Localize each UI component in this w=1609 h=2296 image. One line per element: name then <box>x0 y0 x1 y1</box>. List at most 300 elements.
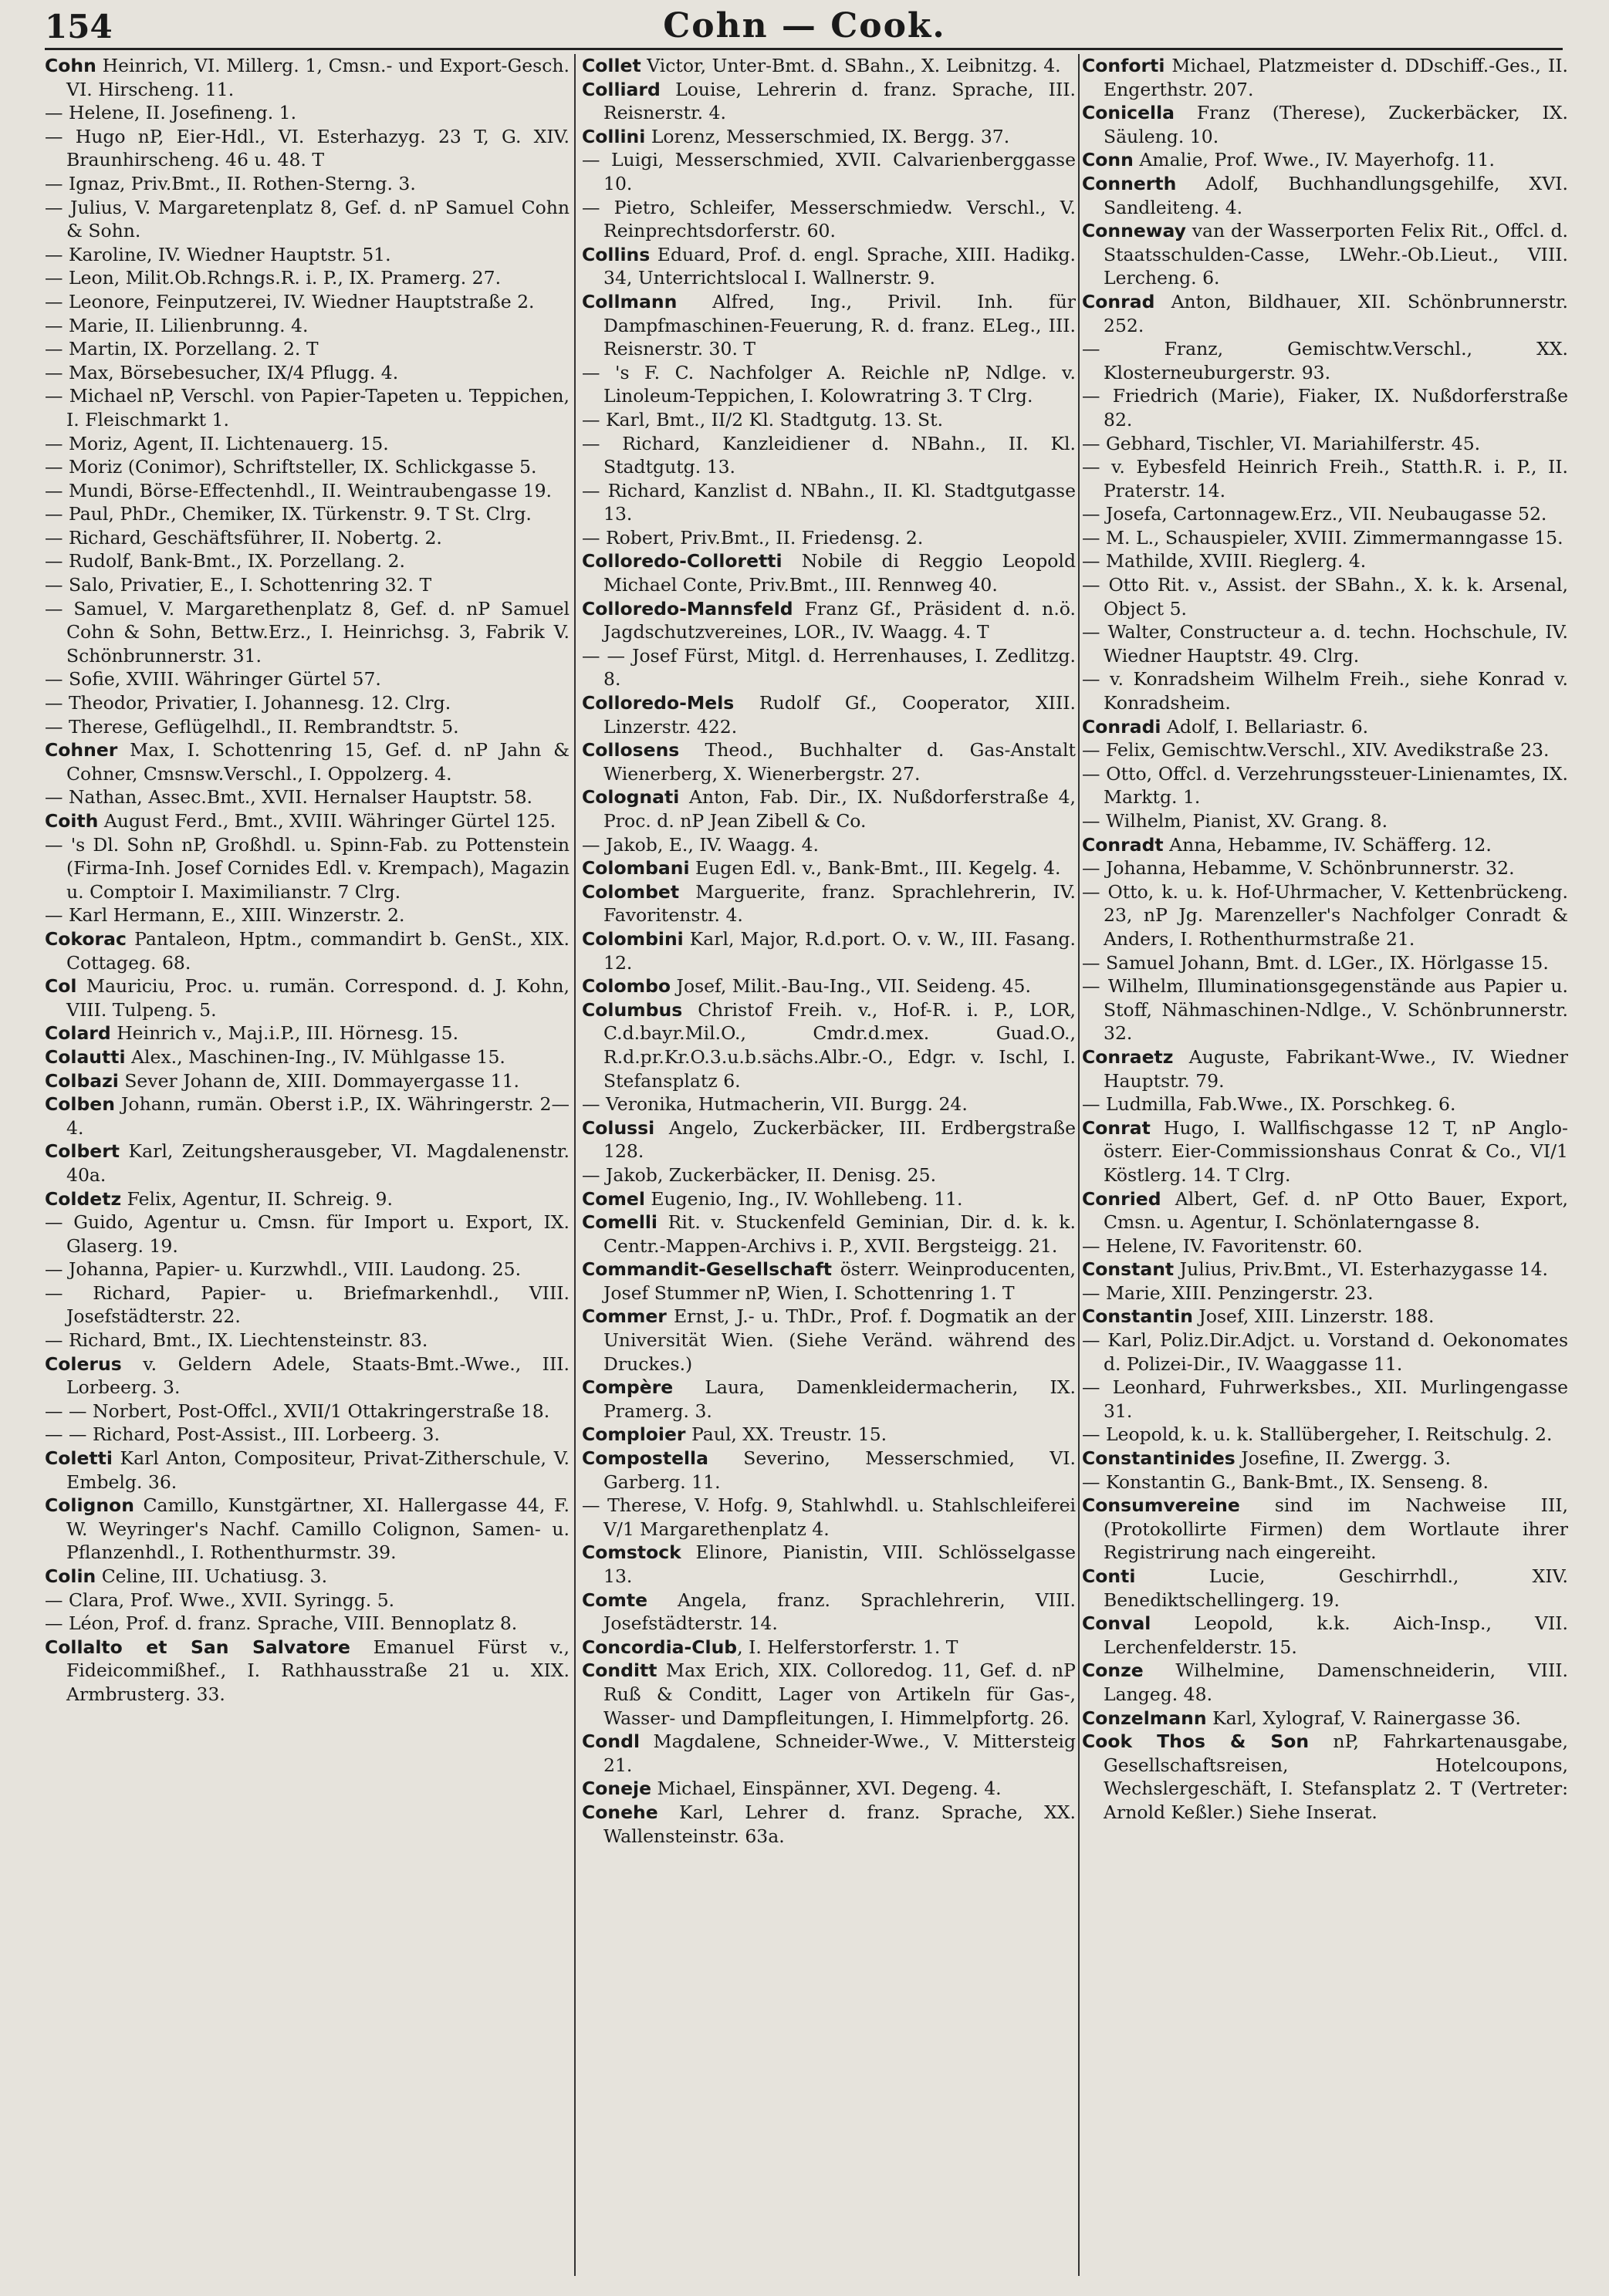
entry-details: Julius, Priv.Bmt., VI. Esterhazygasse 14. <box>1174 1258 1549 1281</box>
entry-surname: Colloredo-Mannsfeld <box>582 597 793 620</box>
directory-entry <box>45 1352 570 1400</box>
entry-surname: Colignon <box>45 1494 134 1517</box>
directory-entry <box>45 597 570 668</box>
directory-entry <box>582 1423 1076 1447</box>
directory-entry <box>1082 172 1568 219</box>
entry-details: — Therese, V. Hofg. 9, Stahlwhdl. u. Stahlschleiferei V/1 Margarethenplatz 4. <box>582 1494 1076 1540</box>
directory-entry <box>582 1494 1076 1541</box>
entry-details: Louise, Lehrerin d. franz. Sprache, III. Reisnerstr. 4. <box>603 78 1076 124</box>
entry-details: — Rudolf, Bank-Bmt., IX. Porzellang. 2. <box>45 550 405 572</box>
directory-entry <box>1082 573 1568 620</box>
entry-surname: Colloredo-Colloretti <box>582 550 783 572</box>
entry-surname: Colin <box>45 1565 96 1587</box>
entry-surname: Comel <box>582 1187 645 1210</box>
entry-details: nP, Fahrkartenausgabe, Gesellschaftsreisen, Hotelcoupons, Wechslergeschäft, I. Stefansplatz 2. T (Vertreter: Arnold Keßler.) Siehe Inserat. <box>1104 1730 1568 1823</box>
entry-details: — Konstantin G., Bank-Bmt., IX. Senseng. 8. <box>1082 1470 1489 1493</box>
entry-details: Lucie, Geschirrhdl., XIV. Benediktschellingerg. 19. <box>1104 1565 1568 1611</box>
entry-details: — Johanna, Papier- u. Kurzwhdl., VIII. Laudong. 25. <box>45 1258 522 1281</box>
directory-entry <box>1082 1494 1568 1565</box>
entry-details: Franz Gf., Präsident d. n.ö. Jagdschutzvereines, LOR., IV. Waagg. 4. T <box>603 597 1076 643</box>
entry-details: — Samuel, V. Margarethenplatz 8, Gef. d. nP Samuel Cohn & Sohn, Bettw.Erz., I. Heinrichsg. 3, Fabrik V. Schönbrunnerstr. 31. <box>45 597 570 667</box>
entry-details: — Leopold, k. u. k. Stallübergeher, I. Reitschulg. 2. <box>1082 1423 1553 1446</box>
directory-entry <box>582 408 1076 432</box>
entry-details: — Robert, Priv.Bmt., II. Friedensg. 2. <box>582 526 924 549</box>
directory-entry <box>1082 1730 1568 1824</box>
directory-entry <box>582 1541 1076 1588</box>
directory-entry <box>582 644 1076 691</box>
entry-surname: Col <box>45 975 77 998</box>
entry-surname: Colombo <box>582 975 671 998</box>
entry-details: Karl, Xylograf, V. Rainergasse 36. <box>1206 1707 1521 1729</box>
directory-entry <box>582 148 1076 195</box>
entry-details: Eduard, Prof. d. engl. Sprache, XIII. Hadikg. 34, Unterrichtslocal I. Wallnerstr. 9. <box>603 243 1076 289</box>
entry-details: — Michael nP, Verschl. von Papier-Tapeten u. Teppichen, I. Fleischmarkt 1. <box>45 385 570 430</box>
entry-surname: Colloredo-Mels <box>582 692 735 714</box>
directory-entry <box>1082 1045 1568 1092</box>
directory-entry <box>45 738 570 785</box>
entry-details: — Hugo nP, Eier-Hdl., VI. Esterhazyg. 23 T, G. XIV. Braunhirscheng. 46 u. 48. T <box>45 125 570 171</box>
directory-entry <box>1082 148 1568 172</box>
entry-surname: Coith <box>45 810 99 832</box>
entry-details: — Richard, Papier- u. Briefmarkenhdl., VIII. Josefstädterstr. 22. <box>45 1281 570 1328</box>
directory-entry <box>45 1069 570 1093</box>
entry-details: Lorenz, Messerschmied, IX. Bergg. 37. <box>645 125 1010 147</box>
entry-details: — Walter, Constructeur a. d. techn. Hochschule, IV. Wiedner Hauptstr. 49. Clrg. <box>1082 621 1568 667</box>
directory-entry <box>582 597 1076 644</box>
entry-details: — Karl, Poliz.Dir.Adjct. u. Vorstand d. Oekonomates d. Polizei-Dir., IV. Waaggasse 11. <box>1082 1329 1568 1375</box>
entry-details: — Therese, Geflügelhdl., II. Rembrandtstr. 5. <box>45 715 459 738</box>
directory-entry <box>45 1612 570 1636</box>
directory-entry <box>1082 432 1568 456</box>
entry-surname: Cohn <box>45 55 96 76</box>
directory-entry <box>582 549 1076 596</box>
directory-entry <box>1082 1187 1568 1234</box>
directory-entry <box>45 502 570 526</box>
directory-entry <box>1082 620 1568 667</box>
entry-details: — Ignaz, Priv.Bmt., II. Rothen-Sterng. 3. <box>45 172 416 194</box>
entry-details: Paul, XX. Treustr. 15. <box>685 1423 887 1446</box>
entry-surname: Conforti <box>1082 55 1165 76</box>
entry-details: — Richard, Kanzlist d. NBahn., II. Kl. Stadtgutgasse 13. <box>582 479 1076 525</box>
entry-surname: Comelli <box>582 1211 657 1234</box>
directory-entry <box>45 1636 570 1707</box>
entry-surname: Coletti <box>45 1447 113 1470</box>
directory-entry <box>45 1092 570 1140</box>
directory-entry <box>1082 502 1568 526</box>
directory-entry <box>1082 1447 1568 1470</box>
column-left <box>45 54 570 2284</box>
directory-entry <box>45 1281 570 1329</box>
entry-surname: Constantin <box>1082 1305 1193 1328</box>
entry-details: Josef, XIII. Linzerstr. 188. <box>1192 1305 1435 1328</box>
directory-entry <box>45 455 570 479</box>
entry-details: — Marie, XIII. Penzingerstr. 23. <box>1082 1281 1374 1304</box>
directory-entry <box>45 1589 570 1612</box>
entry-details: Anton, Fab. Dir., IX. Nußdorferstraße 4, Proc. d. nP Jean Zibell & Co. <box>603 786 1076 832</box>
directory-entry <box>582 856 1076 880</box>
directory-entry <box>582 1092 1076 1116</box>
directory-entry <box>45 526 570 550</box>
entry-details: — Wilhelm, Pianist, XV. Grang. 8. <box>1082 810 1388 832</box>
entry-details: Sever Johann de, XIII. Dommayergasse 11. <box>118 1069 519 1092</box>
entry-details: Adolf, I. Bellariastr. 6. <box>1161 715 1369 738</box>
entry-surname: Conicella <box>1082 102 1175 124</box>
entry-details: Karl Anton, Compositeur, Privat-Zitherschule, V. Embelg. 36. <box>66 1447 570 1493</box>
entry-details: — Mundi, Börse-Effectenhdl., II. Weintraubengasse 19. <box>45 479 553 501</box>
directory-entry <box>582 479 1076 526</box>
directory-entry <box>1082 1281 1568 1305</box>
entry-details: — Helene, II. Josefineng. 1. <box>45 102 297 124</box>
entry-details: Karl, Major, R.d.port. O. v. W., III. Fasang. 12. <box>603 927 1076 974</box>
directory-entry <box>1082 101 1568 148</box>
directory-entry <box>1082 290 1568 337</box>
entry-details: Michael, Platzmeister d. DDschiff.-Ges., II. Engerthstr. 207. <box>1104 55 1568 100</box>
directory-entry <box>45 1565 570 1589</box>
entry-details: Anton, Bildhauer, XII. Schönbrunnerstr. 252. <box>1104 290 1568 336</box>
entry-surname: Compère <box>582 1376 674 1399</box>
directory-entry <box>582 196 1076 243</box>
entry-details: Felix, Agentur, II. Schreig. 9. <box>121 1187 393 1210</box>
entry-surname: Conradt <box>1082 833 1164 856</box>
header-rule <box>45 48 1563 50</box>
entry-surname: Collins <box>582 243 651 265</box>
entry-details: August Ferd., Bmt., XVIII. Währinger Gürtel 125. <box>98 810 556 832</box>
entry-surname: Conraetz <box>1082 1045 1174 1068</box>
directory-entry <box>582 54 1076 78</box>
entry-details: Christof Freih. v., Hof-R. i. P., LOR, C.d.bayr.Mil.O., Cmdr.d.mex. Guad.O., R.d.pr.Kr.O.3.u.b.sächs.Albr.-O., Edgr. v. Ischl, I. Stefansplatz 6. <box>603 998 1076 1092</box>
entry-details: — Veronika, Hutmacherin, VII. Burgg. 24. <box>582 1093 968 1116</box>
directory-entry <box>582 1258 1076 1305</box>
directory-entry <box>582 243 1076 290</box>
directory-entry <box>45 1187 570 1211</box>
entry-details: Severino, Messerschmied, VI. Garberg. 11. <box>603 1447 1076 1493</box>
directory-entry <box>45 1045 570 1069</box>
entry-details: Adolf, Buchhandlungsgehilfe, XVI. Sandleiteng. 4. <box>1104 172 1568 218</box>
directory-entry <box>582 1116 1076 1163</box>
entry-surname: Cohner <box>45 739 118 761</box>
entry-surname: Conrat <box>1082 1116 1151 1139</box>
entry-details: — Léon, Prof. d. franz. Sprache, VIII. Bennoplatz 8. <box>45 1612 518 1635</box>
entry-details: — Franz, Gemischtw.Verschl., XX. Klosterneuburgerstr. 93. <box>1082 338 1568 383</box>
entry-surname: Comploier <box>582 1423 686 1446</box>
directory-entry <box>45 667 570 691</box>
entry-details: — Leonore, Feinputzerei, IV. Wiedner Hauptstraße 2. <box>45 290 535 312</box>
directory-entry <box>582 974 1076 998</box>
entry-details: Celine, III. Uchatiusg. 3. <box>96 1565 328 1587</box>
entry-surname: Conn <box>1082 149 1134 171</box>
entry-details: Karl, Lehrer d. franz. Sprache, XX. Wallensteinstr. 63a. <box>603 1801 1076 1847</box>
entry-details: — Mathilde, XVIII. Rieglerg. 4. <box>1082 550 1367 572</box>
entry-surname: Conehe <box>582 1801 658 1823</box>
directory-entry <box>1082 526 1568 550</box>
entry-details: — Jakob, Zuckerbäcker, II. Denisg. 25. <box>582 1163 937 1186</box>
entry-details: — 's F. C. Nachfolger A. Reichle nP, Ndlge. v. Linoleum-Teppichen, I. Kolowratring 3. T Clrg. <box>582 361 1076 407</box>
directory-entry <box>582 1636 1076 1660</box>
entry-surname: Colliard <box>582 78 661 100</box>
directory-entry <box>1082 455 1568 502</box>
entry-details: — 's Dl. Sohn nP, Großhdl. u. Spinn-Fab. zu Pottenstein (Firma-Inh. Josef Cornides Edl. v. Krempach), Magazin u. Comptoir I. Maximilianstr. 7 Clrg. <box>45 833 570 903</box>
entry-details: Rit. v. Stuckenfeld Geminian, Dir. d. k. k. Centr.-Mappen-Archivs i. P., XVII. Bergsteigg. 21. <box>603 1211 1076 1257</box>
entry-details: Nobile di Reggio Leopold Michael Conte, Priv.Bmt., III. Rennweg 40. <box>603 550 1076 596</box>
directory-entry <box>1082 1116 1568 1187</box>
column-right <box>1082 54 1568 2284</box>
entry-details: Max Erich, XIX. Colloredog. 11, Gef. d. nP Ruß & Conditt, Lager von Artikeln für Gas-, Wasser- und Dampfleitungen, I. Himmelpfortg. 26. <box>603 1660 1076 1729</box>
entry-surname: Collet <box>582 55 641 76</box>
entry-surname: Colombet <box>582 880 680 903</box>
directory-entry <box>582 432 1076 479</box>
entry-details: — Karoline, IV. Wiedner Hauptstr. 51. <box>45 243 391 265</box>
directory-entry <box>45 361 570 385</box>
entry-surname: Cokorac <box>45 927 127 950</box>
directory-entry <box>582 1589 1076 1636</box>
entry-details: — Felix, Gemischtw.Verschl., XIV. Avedikstraße 23. <box>1082 739 1550 761</box>
directory-entry <box>45 432 570 456</box>
entry-details: — Theodor, Privatier, I. Johannesg. 12. Clrg. <box>45 692 451 714</box>
directory-entry <box>45 809 570 833</box>
directory-entry <box>45 243 570 267</box>
directory-entry <box>582 785 1076 832</box>
entry-surname: Colard <box>45 1022 111 1045</box>
entry-details: Alfred, Ing., Privil. Inh. für Dampfmaschinen-Feuerung, R. d. franz. ELeg., III. Reisnerstr. 30. T <box>603 290 1076 360</box>
entry-details: Wilhelmine, Damenschneiderin, VIII. Langeg. 48. <box>1104 1660 1568 1705</box>
directory-entry <box>45 196 570 243</box>
entry-surname: Colussi <box>582 1116 655 1139</box>
entry-surname: Collalto et San Salvatore <box>45 1636 350 1658</box>
entry-details: — Gebhard, Tischler, VI. Mariahilferstr. 45. <box>1082 432 1481 454</box>
entry-surname: Colbert <box>45 1140 120 1163</box>
entry-details: sind im Nachweise III, (Protokollirte Firmen) dem Wortlaute ihrer Registrirung nach eingereiht. <box>1104 1494 1568 1564</box>
entry-surname: Collosens <box>582 739 680 761</box>
directory-entry <box>1082 1329 1568 1376</box>
directory-entry <box>45 903 570 927</box>
directory-entry <box>45 1258 570 1281</box>
entry-details: — Samuel Johann, Bmt. d. LGer., IX. Hörlgasse 15. <box>1082 951 1549 974</box>
entry-details: — Leonhard, Fuhrwerksbes., XII. Murlingengasse 31. <box>1082 1376 1568 1422</box>
entry-details: — — Josef Fürst, Mitgl. d. Herrenhauses, I. Zedlitzg. 8. <box>582 644 1076 690</box>
directory-entry <box>45 1140 570 1187</box>
entry-details: — v. Eybesfeld Heinrich Freih., Statth.R. i. P., II. Praterstr. 14. <box>1082 456 1568 501</box>
entry-details: Camillo, Kunstgärtner, XI. Hallergasse 44, F. W. Weyringer's Nachf. Camillo Colignon, Samen- u. Pflanzenhdl., I. Rothenthurmstr. 39. <box>66 1494 570 1564</box>
entry-surname: Conditt <box>582 1660 657 1682</box>
directory-entry <box>45 1494 570 1565</box>
entry-surname: Commer <box>582 1305 667 1328</box>
entry-surname: Comstock <box>582 1541 681 1564</box>
directory-entry <box>1082 1470 1568 1494</box>
directory-entry <box>45 715 570 739</box>
entry-details: — Nathan, Assec.Bmt., XVII. Hernalser Hauptstr. 58. <box>45 786 533 809</box>
entry-surname: Consumvereine <box>1082 1494 1240 1517</box>
directory-entry <box>582 1187 1076 1211</box>
entry-surname: Condl <box>582 1730 640 1753</box>
directory-entry <box>582 1801 1076 1848</box>
entry-details: Laura, Damenkleidermacherin, IX. Pramerg. 3. <box>603 1376 1076 1422</box>
directory-entry <box>582 738 1076 785</box>
entry-surname: Concordia-Club <box>582 1636 738 1658</box>
directory-entry <box>582 361 1076 408</box>
entry-details: Ernst, J.- u. ThDr., Prof. f. Dogmatik an der Universität Wien. (Siehe Veränd. während des Druckes.) <box>603 1305 1076 1375</box>
entry-details: Karl, Zeitungsherausgeber, VI. Magdalenenstr. 40a. <box>66 1140 570 1186</box>
directory-entry <box>1082 1234 1568 1258</box>
directory-entry <box>1082 337 1568 384</box>
entry-surname: Coldetz <box>45 1187 122 1210</box>
directory-entry <box>1082 667 1568 714</box>
entry-surname: Conried <box>1082 1187 1161 1210</box>
directory-entry <box>45 54 570 101</box>
entry-details: — Moriz, Agent, II. Lichtenauerg. 15. <box>45 432 389 454</box>
entry-surname: Comte <box>582 1589 648 1611</box>
entry-surname: Cook Thos & Son <box>1082 1730 1310 1753</box>
entry-details: — — Norbert, Post-Offcl., XVII/1 Ottakringerstraße 18. <box>45 1400 550 1422</box>
directory-entry <box>1082 738 1568 762</box>
directory-entry <box>582 880 1076 927</box>
directory-entry <box>582 833 1076 857</box>
entry-details: Heinrich, VI. Millerg. 1, Cmsn.- und Export-Gesch. VI. Hirscheng. 11. <box>66 55 570 100</box>
entry-details: — v. Konradsheim Wilhelm Freih., siehe Konrad v. Konradsheim. <box>1082 668 1568 714</box>
entry-details: — Salo, Privatier, E., I. Schottenring 32. T <box>45 574 432 596</box>
directory-entry <box>582 1305 1076 1376</box>
directory-entry <box>582 691 1076 738</box>
entry-surname: Coneje <box>582 1778 652 1800</box>
entry-details: — Moriz (Conimor), Schriftsteller, IX. Schlickgasse 5. <box>45 456 537 478</box>
directory-entry <box>1082 1258 1568 1281</box>
directory-entry <box>45 573 570 597</box>
directory-entry <box>1082 384 1568 431</box>
entry-details: — Clara, Prof. Wwe., XVII. Syringg. 5. <box>45 1589 395 1611</box>
entry-surname: Colombini <box>582 927 684 950</box>
entry-details: — Karl, Bmt., II/2 Kl. Stadtgutg. 13. St. <box>582 408 944 430</box>
entry-surname: Connerth <box>1082 172 1177 194</box>
directory-entry <box>1082 1565 1568 1612</box>
directory-entry <box>582 1210 1076 1258</box>
directory-entry <box>1082 1092 1568 1116</box>
directory-entry <box>1082 1707 1568 1730</box>
entry-details: Heinrich v., Maj.i.P., III. Hörnesg. 15. <box>110 1022 459 1045</box>
column-middle <box>582 54 1076 2284</box>
directory-entry <box>582 1447 1076 1494</box>
entry-details: Anna, Hebamme, IV. Schäfferg. 12. <box>1163 833 1492 856</box>
entry-surname: Colbazi <box>45 1069 119 1092</box>
entry-details: — Helene, IV. Favoritenstr. 60. <box>1082 1234 1363 1257</box>
entry-surname: Conze <box>1082 1660 1144 1682</box>
entry-details: — Luigi, Messerschmied, XVII. Calvarienberggasse 10. <box>582 149 1076 194</box>
entry-details: Marguerite, franz. Sprachlehrerin, IV. Favoritenstr. 4. <box>603 880 1076 927</box>
entry-details: — — Richard, Post-Assist., III. Lorbeerg. 3. <box>45 1423 440 1446</box>
entry-surname: Collmann <box>582 290 678 312</box>
running-title: Cohn — Cook. <box>663 6 946 46</box>
entry-details: van der Wasserporten Felix Rit., Offcl. d. Staatsschulden-Casse, LWehr.-Ob.Lieut., VIII. Lercheng. 6. <box>1104 220 1568 289</box>
entry-details: Rudolf Gf., Cooperator, XIII. Linzerstr. 422. <box>603 692 1076 738</box>
entry-details: Josefine, II. Zwergg. 3. <box>1235 1447 1451 1470</box>
directory-entry <box>1082 715 1568 739</box>
directory-entry <box>582 290 1076 361</box>
directory-entry <box>1082 762 1568 809</box>
directory-entry <box>1082 809 1568 833</box>
entry-surname: Conrad <box>1082 290 1155 312</box>
directory-entry <box>45 101 570 125</box>
entry-details: — Richard, Geschäftsführer, II. Nobertg. 2. <box>45 526 442 549</box>
directory-entry <box>1082 974 1568 1045</box>
directory-entry <box>45 337 570 361</box>
entry-details: — Richard, Kanzleidiener d. NBahn., II. Kl. Stadtgutg. 13. <box>582 432 1076 478</box>
entry-details: — Otto, k. u. k. Hof-Uhrmacher, V. Kettenbrückeng. 23, nP Jg. Marenzeller's Nachfolger Conradt & Anders, I. Rothenthurmstraße 21. <box>1082 880 1568 950</box>
entry-details: — Max, Börsebesucher, IX/4 Pflugg. 4. <box>45 361 399 383</box>
directory-entry <box>582 998 1076 1092</box>
entry-surname: Colombani <box>582 857 690 880</box>
directory-entry <box>582 526 1076 550</box>
directory-entry <box>45 1447 570 1494</box>
directory-entry <box>1082 880 1568 951</box>
directory-entry <box>45 691 570 715</box>
directory-entry <box>582 1376 1076 1423</box>
entry-details: , I. Helferstorferstr. 1. T <box>737 1636 958 1658</box>
directory-entry <box>45 314 570 338</box>
entry-details: Magdalene, Schneider-Wwe., V. Mittersteig 21. <box>603 1730 1076 1776</box>
directory-entry <box>1082 1612 1568 1659</box>
directory-entry <box>45 266 570 290</box>
entry-surname: Conneway <box>1082 220 1186 242</box>
entry-details: — Karl Hermann, E., XIII. Winzerstr. 2. <box>45 904 405 927</box>
entry-details: — Martin, IX. Porzellang. 2. T <box>45 338 319 360</box>
directory-entry <box>1082 1659 1568 1706</box>
entry-surname: Conzelmann <box>1082 1707 1207 1729</box>
entry-details: Hugo, I. Wallfischgasse 12 T, nP Anglo-österr. Eier-Commissionshaus Conrat & Co., VI/1 Köstlerg. 14. T Clrg. <box>1104 1116 1568 1186</box>
directory-entry <box>1082 951 1568 975</box>
directory-entry <box>582 927 1076 974</box>
entry-surname: Colognati <box>582 786 680 809</box>
directory-entry <box>45 974 570 1021</box>
entry-details: — Johanna, Hebamme, V. Schönbrunnerstr. 32. <box>1082 857 1515 880</box>
entry-details: — M. L., Schauspieler, XVIII. Zimmermanngasse 15. <box>1082 526 1563 549</box>
entry-details: — Marie, II. Lilienbrunng. 4. <box>45 314 309 336</box>
directory-entry <box>582 1730 1076 1777</box>
directory-entry <box>582 1777 1076 1801</box>
entry-details: Auguste, Fabrikant-Wwe., IV. Wiedner Hauptstr. 79. <box>1104 1045 1568 1092</box>
entry-details: Albert, Gef. d. nP Otto Bauer, Export, Cmsn. u. Agentur, I. Schönlaterngasse 8. <box>1104 1187 1568 1234</box>
entry-surname: Collini <box>582 125 646 147</box>
entry-details: Eugenio, Ing., IV. Wohllebeng. 11. <box>644 1187 963 1210</box>
entry-details: — Wilhelm, Illuminationsgegenstände aus Papier u. Stoff, Nähmaschinen-Ndlge., V. Schönbrunnerstr. 32. <box>1082 975 1568 1045</box>
directory-entry <box>1082 219 1568 290</box>
entry-details: Johann, rumän. Oberst i.P., IX. Währingerstr. 2—4. <box>66 1093 570 1139</box>
entry-details: — Friedrich (Marie), Fiaker, IX. Nußdorferstraße 82. <box>1082 385 1568 430</box>
directory-entry <box>582 125 1076 149</box>
entry-surname: Conti <box>1082 1565 1136 1587</box>
entry-details: Max, I. Schottenring 15, Gef. d. nP Jahn & Cohner, Cmsnsw.Verschl., I. Oppolzerg. 4. <box>66 739 570 785</box>
entry-details: Franz (Therese), Zuckerbäcker, IX. Säuleng. 10. <box>1104 102 1568 147</box>
entry-surname: Colautti <box>45 1045 126 1068</box>
entry-details: Emanuel Fürst v., Fideicommißhef., I. Rathhausstraße 21 u. XIX. Armbrusterg. 33. <box>66 1636 570 1705</box>
entry-details: Josef, Milit.-Bau-Ing., VII. Seideng. 45. <box>671 975 1031 998</box>
directory-entry <box>45 927 570 974</box>
entry-details: — Otto, Offcl. d. Verzehrungssteuer-Linienamtes, IX. Marktg. 1. <box>1082 762 1568 809</box>
directory-entry <box>45 384 570 431</box>
entry-details: Angelo, Zuckerbäcker, III. Erdbergstraße 128. <box>603 1116 1076 1163</box>
entry-details: — Otto Rit. v., Assist. der SBahn., X. k. k. Arsenal, Object 5. <box>1082 574 1568 620</box>
directory-entry <box>582 1163 1076 1187</box>
entry-surname: Conradi <box>1082 715 1161 738</box>
entry-surname: Commandit-Gesellschaft <box>582 1258 833 1281</box>
page-number: 154 <box>45 8 113 46</box>
entry-details: — Guido, Agentur u. Cmsn. für Import u. Export, IX. Glaserg. 19. <box>45 1211 570 1257</box>
column-divider <box>1078 54 1080 2276</box>
entry-details: — Leon, Milit.Ob.Rchngs.R. i. P., IX. Pramerg. 27. <box>45 267 502 289</box>
entry-details: Michael, Einspänner, XVI. Degeng. 4. <box>651 1778 1002 1800</box>
entry-details: Angela, franz. Sprachlehrerin, VIII. Josefstädterstr. 14. <box>603 1589 1076 1635</box>
entry-details: — Paul, PhDr., Chemiker, IX. Türkenstr. 9. T St. Clrg. <box>45 503 532 525</box>
entry-details: — Sofie, XVIII. Währinger Gürtel 57. <box>45 668 381 690</box>
entry-details: Theod., Buchhalter d. Gas-Anstalt Wienerberg, X. Wienerbergstr. 27. <box>603 739 1076 785</box>
directory-entry <box>1082 1376 1568 1423</box>
